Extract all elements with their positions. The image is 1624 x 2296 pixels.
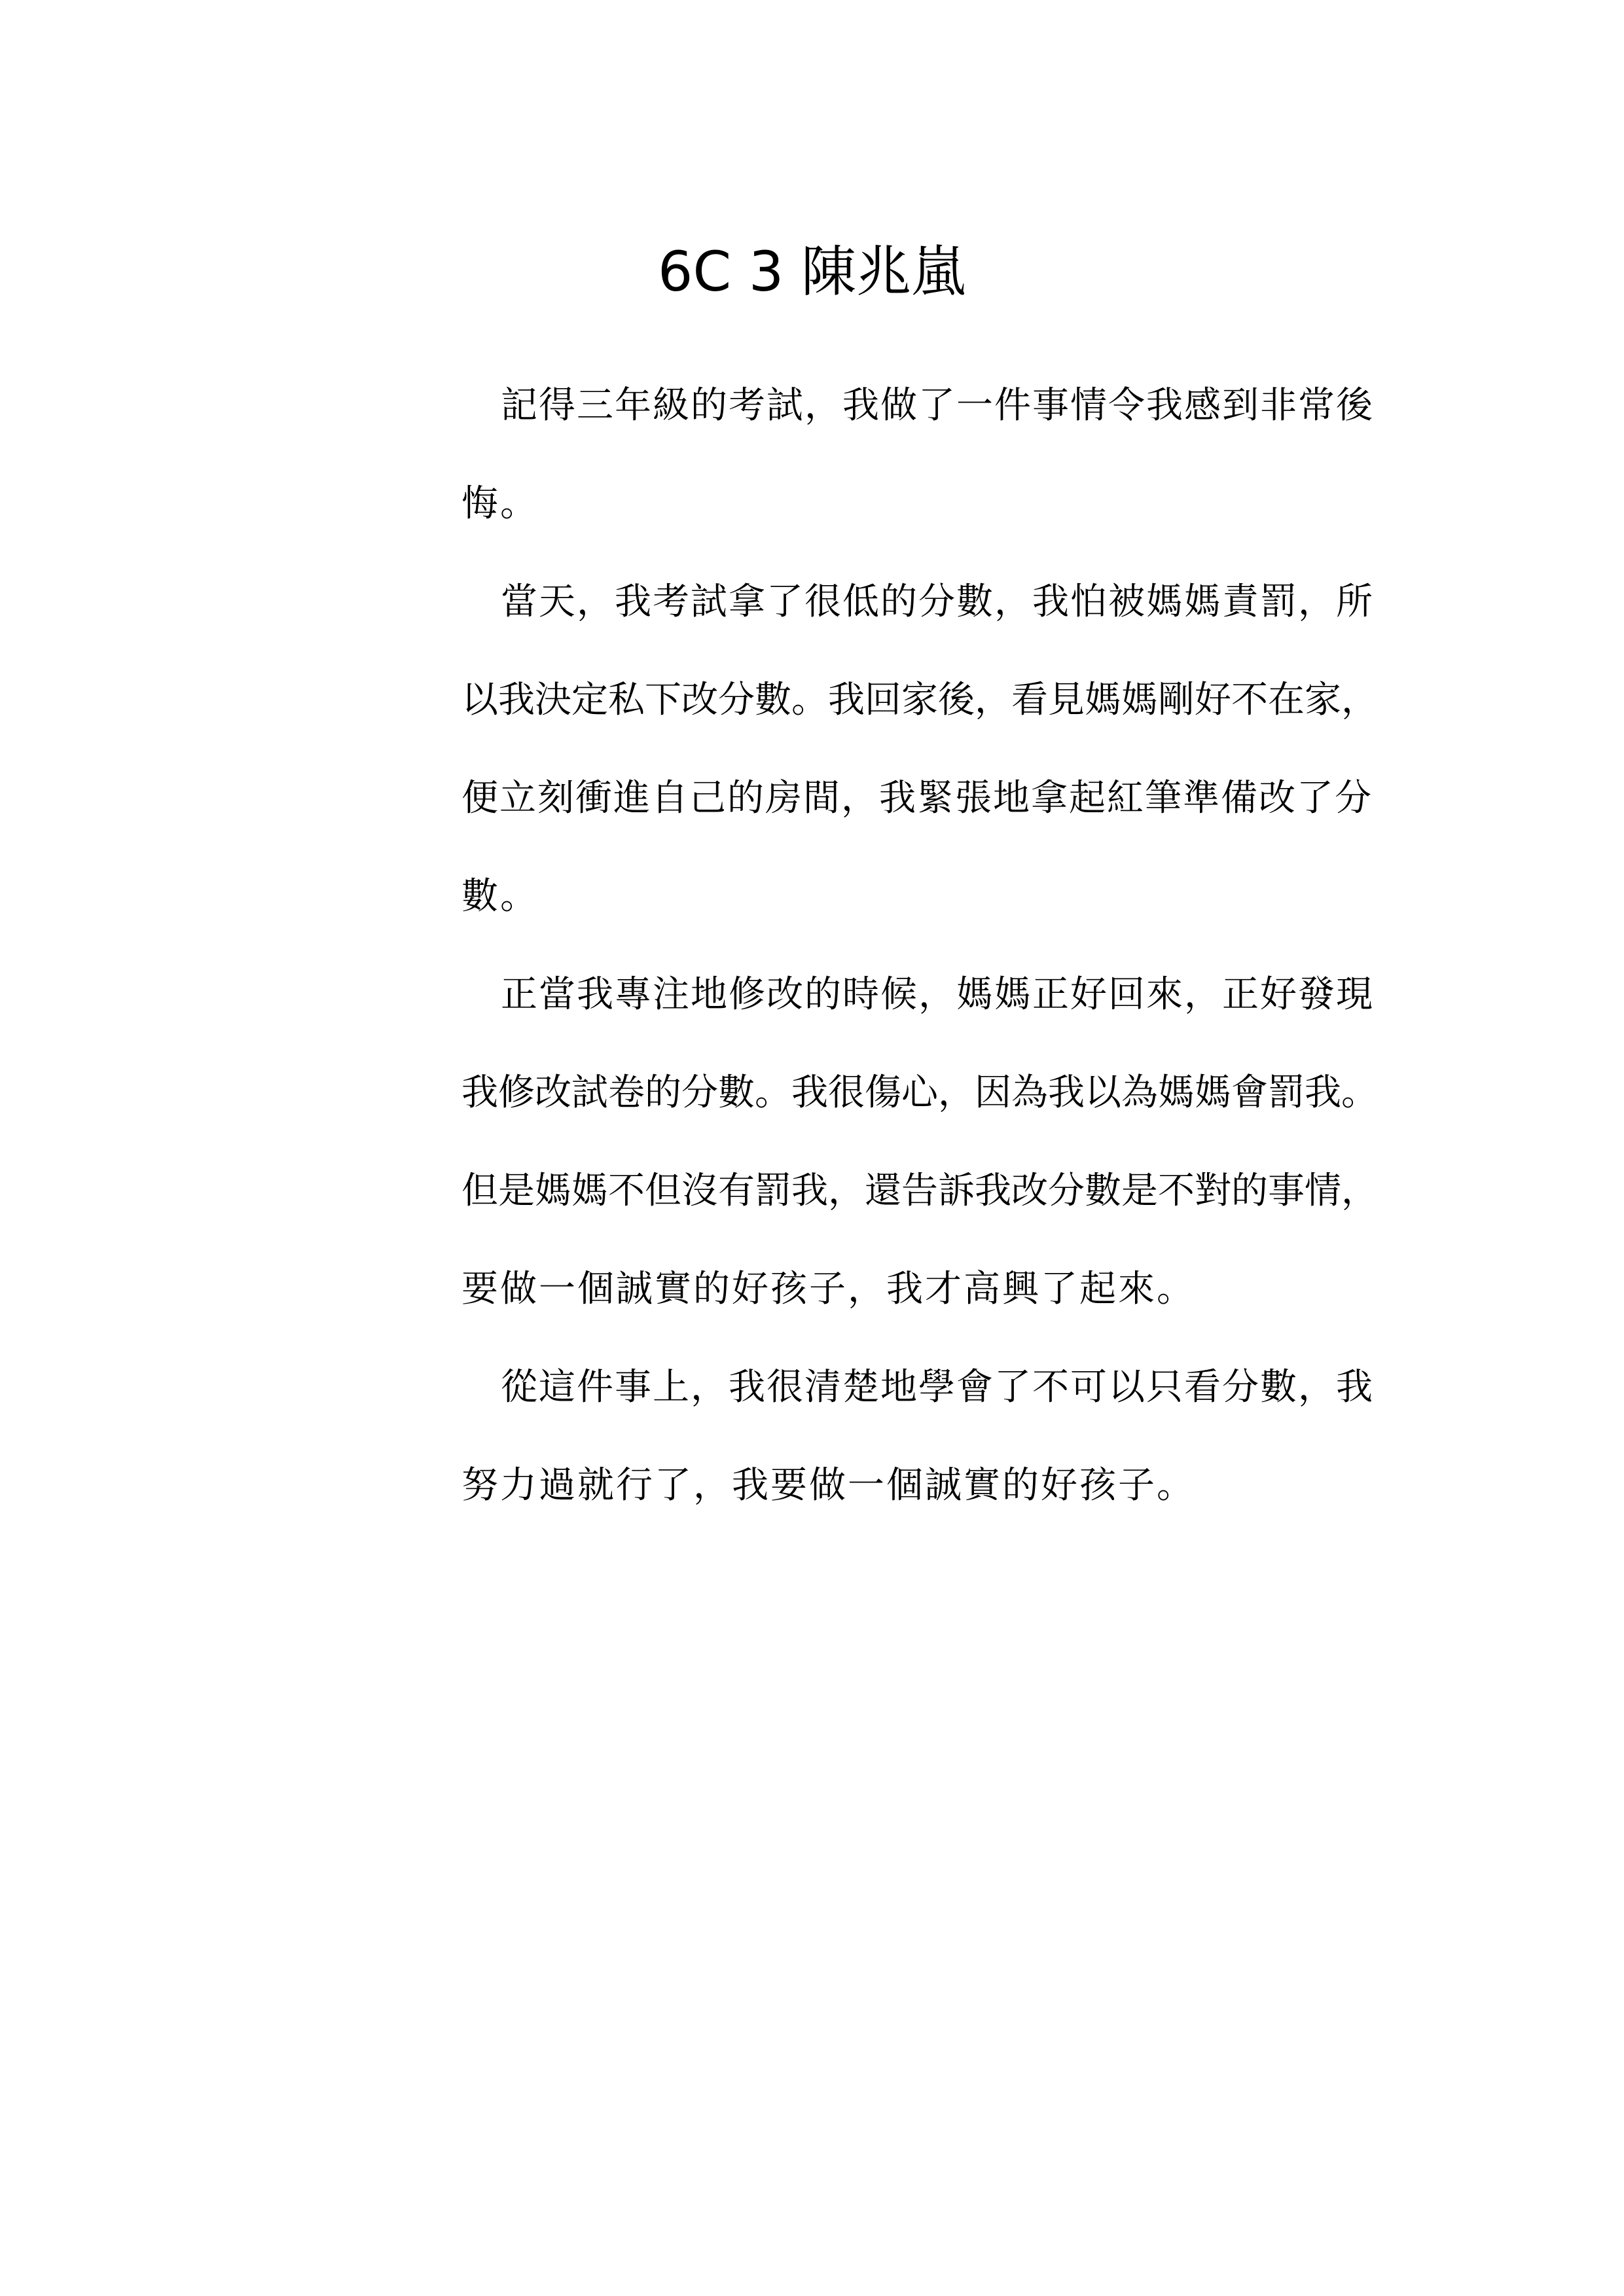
paragraph-line: 數。 [461, 875, 539, 918]
paragraph-1 [461, 357, 1384, 553]
paragraph-line: 從這件事上，我很清楚地學會了不可以只看分數，我 [501, 1366, 1374, 1408]
paragraph-line: 便立刻衝進自己的房間，我緊張地拿起紅筆準備改了分 [461, 777, 1373, 819]
paragraph-line: 要做一個誠實的好孩子，我才高興了起來。 [461, 1268, 1195, 1310]
paragraph-4 [461, 1338, 1384, 1535]
paragraph-line: 我修改試卷的分數。我很傷心，因為我以為媽媽會罰我。 [461, 1071, 1378, 1114]
paragraph-line: 但是媽媽不但沒有罰我，還告訴我改分數是不對的事情， [461, 1170, 1378, 1212]
paragraph-2 [461, 553, 1384, 946]
paragraph-line: 正當我專注地修改的時候，媽媽正好回來，正好發現 [501, 973, 1374, 1016]
paragraph-line: 以我決定私下改分數。我回家後，看見媽媽剛好不在家， [461, 679, 1378, 721]
paragraph-line: 努力過就行了，我要做一個誠實的好孩子。 [461, 1464, 1195, 1507]
paragraph-3 [461, 946, 1384, 1338]
paragraph-line: 悔。 [461, 482, 539, 525]
document-title: 6C 3 陳兆嵐 [658, 240, 966, 304]
paragraph-line: 當天，我考試拿了很低的分數，我怕被媽媽責罰，所 [501, 581, 1374, 623]
essay-body [461, 357, 1384, 1535]
paragraph-line: 記得三年級的考試，我做了一件事情令我感到非常後 [501, 384, 1374, 427]
